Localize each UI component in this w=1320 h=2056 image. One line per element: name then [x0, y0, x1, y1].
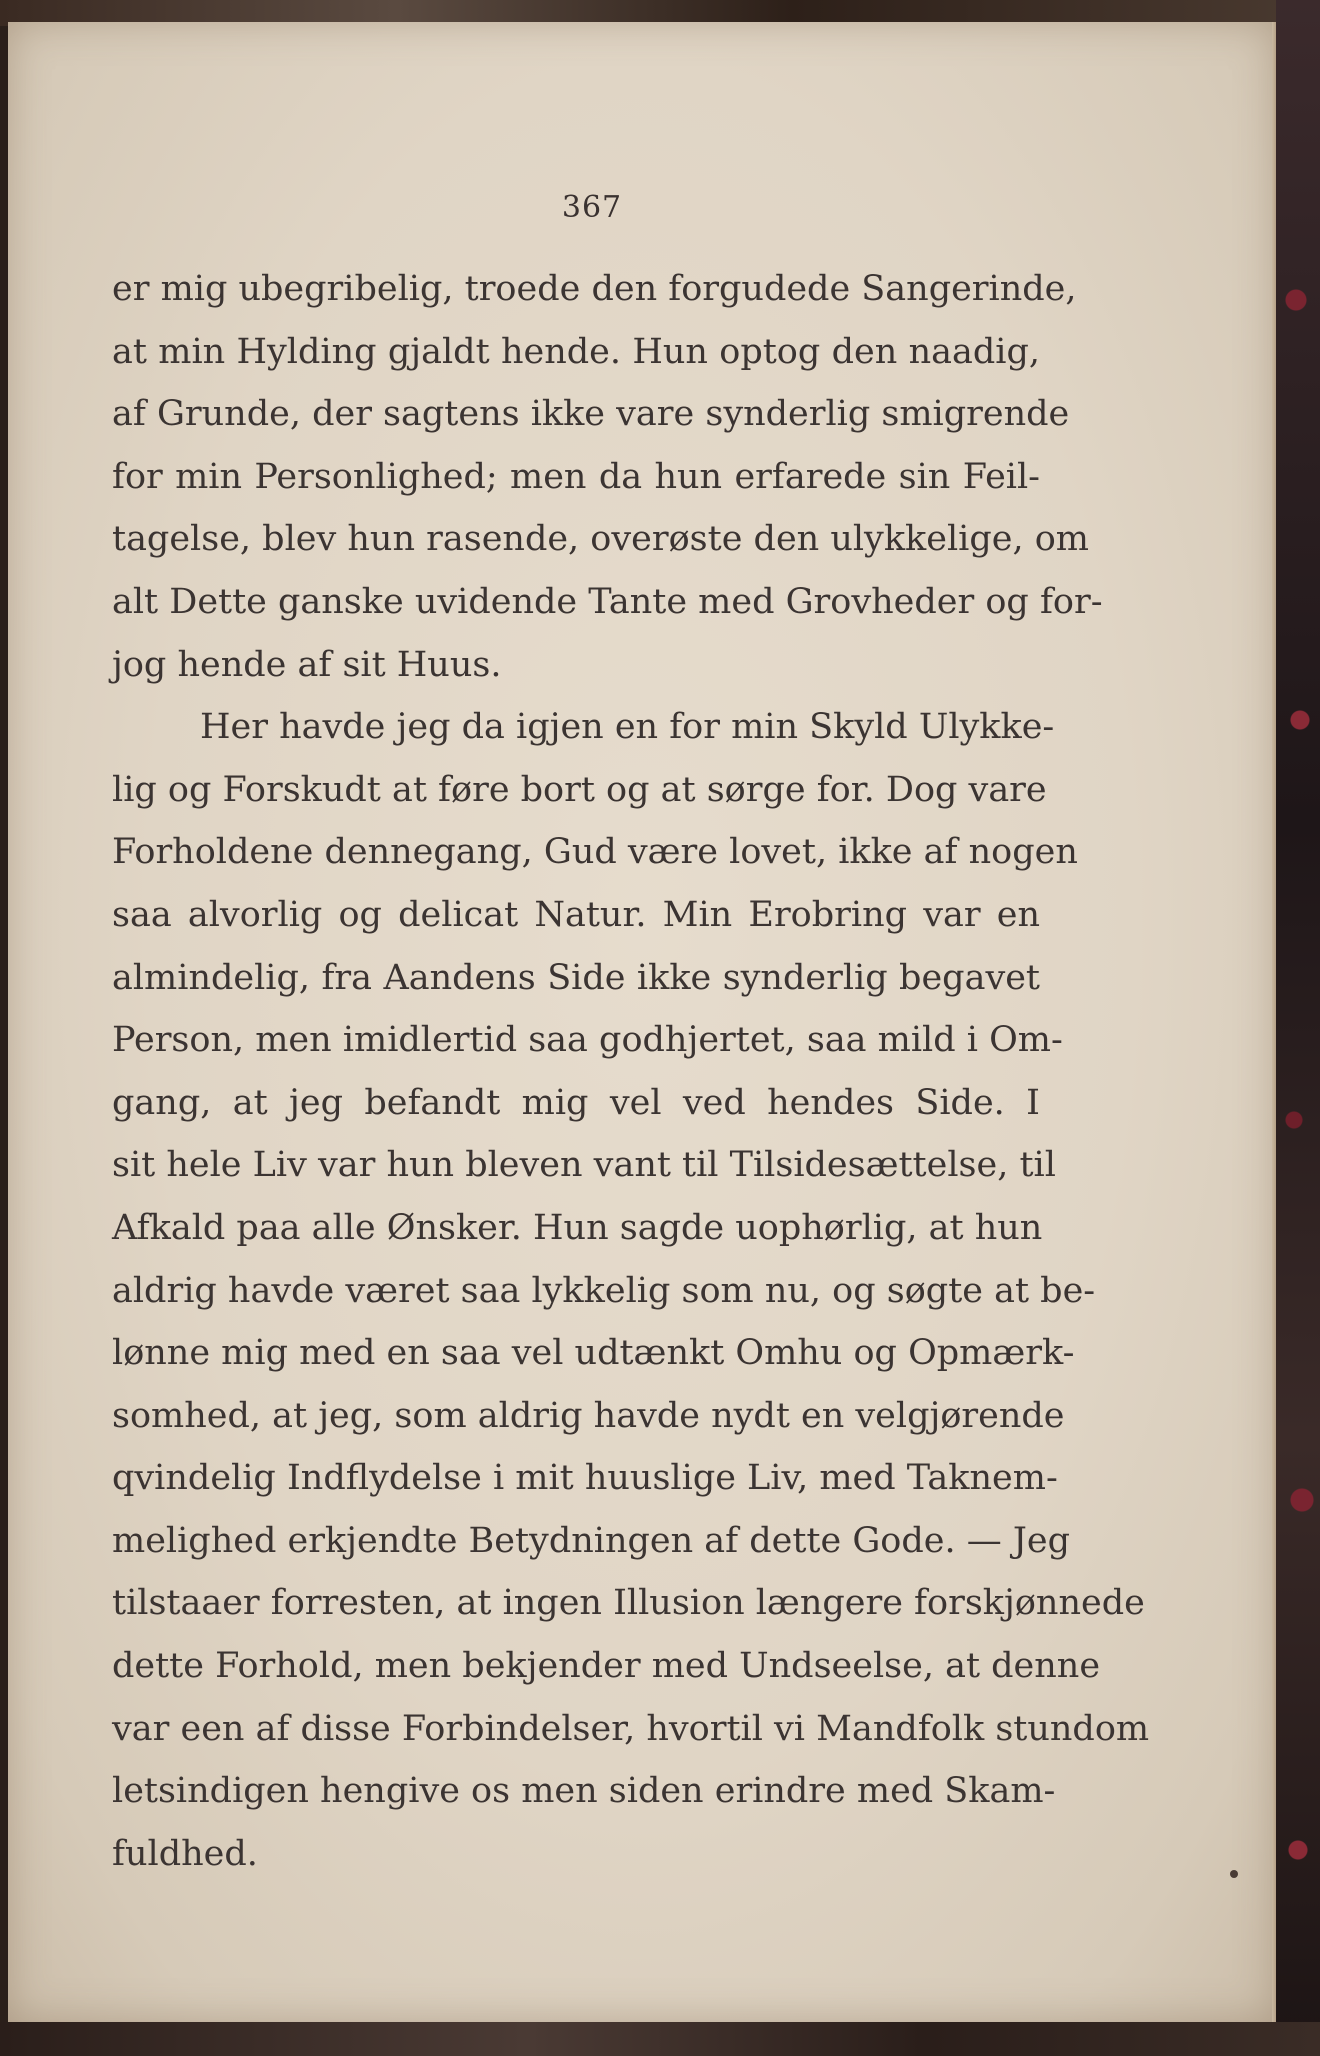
body-text — [112, 258, 1150, 1885]
text-line: aldrig havde været saa lykkelig som nu, og søgte at be- — [112, 1270, 1096, 1311]
text-line: melighed erkjendte Betydningen af dette Gode. — Jeg — [112, 1520, 1070, 1561]
page-number: 367 — [561, 190, 623, 225]
text-line: af Grunde, der sagtens ikke vare synderlig smigrende — [112, 394, 1070, 435]
text-line: lig og Forskudt at føre bort og at sørge for. Dog vare — [112, 769, 1047, 810]
text-line: er mig ubegribelig, troede den forgudede Sangerinde, — [112, 269, 1077, 309]
text-line: Person, men imidlertid saa godhjertet, saa mild i Om- — [112, 1020, 1063, 1061]
text-line: almindelig, fra Aandens Side ikke synderlig begavet — [112, 957, 1040, 998]
book-binding-bottom — [0, 2022, 1320, 2056]
text-line: somhed, at jeg, som aldrig havde nydt en velgjørende — [112, 1395, 1065, 1436]
text-line: at min Hylding gjaldt hende. Hun optog den naadig, — [112, 331, 1040, 372]
text-line: gang, at jeg befandt mig vel ved hendes Side. I — [112, 1082, 1040, 1123]
text-line: saa alvorlig og delicat Natur. Min Erobring var en — [112, 894, 1040, 935]
text-line: tagelse, blev hun rasende, overøste den ulykkelige, om — [112, 519, 1089, 560]
text-line: alt Dette ganske uvidende Tante med Grovheder og for- — [112, 581, 1103, 622]
paragraph-end-line: jog hende af sit Huus. — [112, 644, 502, 685]
paragraph-end-line: fuldhed. — [112, 1833, 258, 1874]
ink-speck — [1230, 1870, 1238, 1878]
text-line: lønne mig med en saa vel udtænkt Omhu og Opmærk- — [112, 1333, 1075, 1374]
text-line: letsindigen hengive os men siden erindre med Skam- — [112, 1771, 1056, 1812]
text-line: tilstaaer forresten, at ingen Illusion længere forskjønnede — [112, 1583, 1145, 1624]
text-line: qvindelig Indflydelse i mit huuslige Liv, med Taknem- — [112, 1458, 1058, 1499]
text-line: dette Forhold, men bekjender med Undseelse, at denne — [112, 1646, 1101, 1687]
text-line: var een af disse Forbindelser, hvortil vi Mandfolk stundom — [112, 1708, 1150, 1749]
marbled-cover-edge — [1276, 0, 1320, 2056]
text-line: Afkald paa alle Ønsker. Hun sagde uophørlig, at hun — [112, 1207, 1043, 1248]
text-line: sit hele Liv var hun bleven vant til Tilsidesættelse, til — [112, 1145, 1056, 1186]
book-page — [8, 22, 1276, 2022]
text-line: Forholdene dennegang, Gud være lovet, ikke af nogen — [112, 832, 1078, 873]
text-line: for min Personlighed; men da hun erfarede sin Feil- — [112, 456, 1040, 497]
paragraph-start-line: Her havde jeg da igjen en for min Skyld Ulykke- — [200, 707, 1055, 748]
